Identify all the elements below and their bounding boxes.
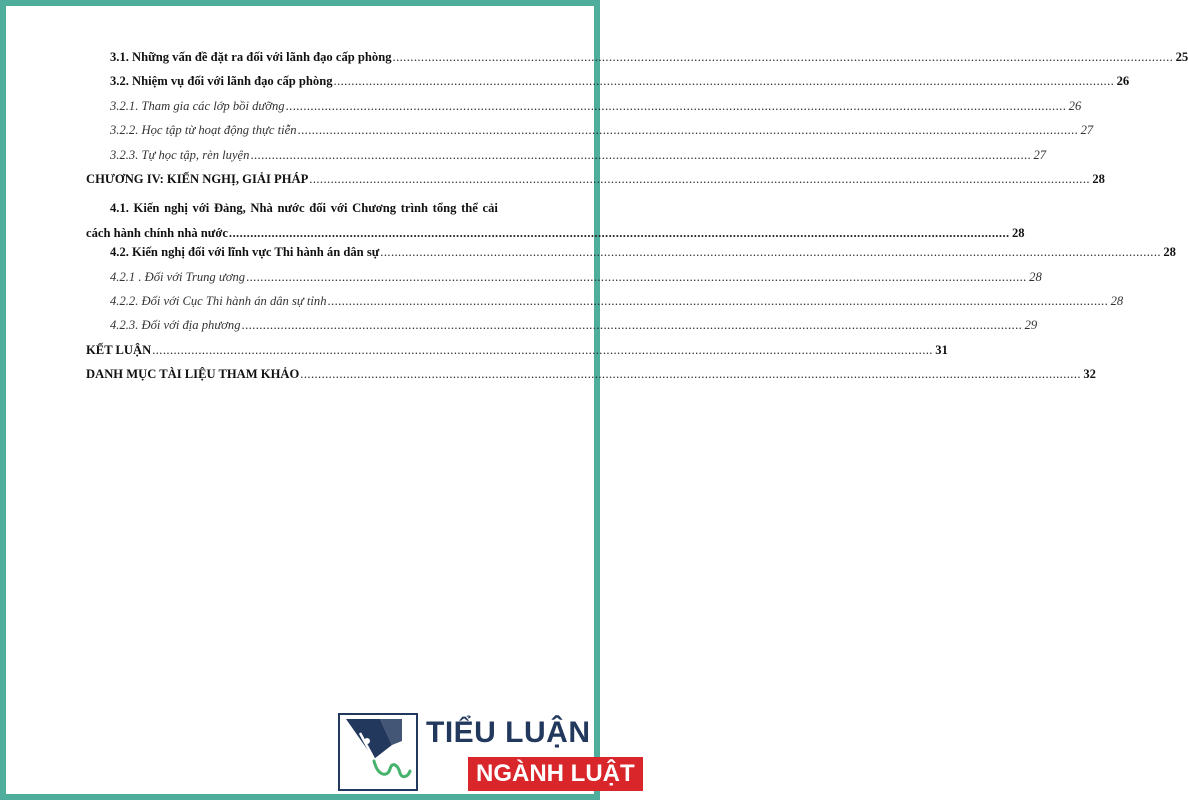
dot-leader	[246, 270, 1027, 285]
toc-page-number: 26	[1068, 98, 1082, 113]
toc-page-number: 26	[1116, 74, 1130, 89]
toc-entry-3-2[interactable]	[86, 74, 1130, 98]
dot-leader	[309, 172, 1090, 187]
toc-entry-4-2-3[interactable]	[86, 318, 1038, 342]
toc-entry-3-2-3[interactable]	[86, 147, 1047, 172]
toc-page-number: 27	[1080, 123, 1094, 138]
toc-entry-title: 4.2.3. Đối với địa phương	[110, 318, 241, 333]
toc-entry-title: cách hành chính nhà nước	[86, 221, 228, 245]
toc-entry-4-2-1[interactable]	[86, 269, 1042, 294]
toc-entry-title: 4.2.1 . Đối với Trung ương	[110, 269, 246, 284]
logo-subtitle: NGÀNH LUẬT	[468, 757, 643, 791]
dot-leader	[298, 123, 1079, 138]
toc-page-number: 27	[1033, 147, 1047, 162]
toc-page-number: 28	[1029, 269, 1042, 284]
dot-leader	[152, 343, 933, 358]
toc-page-number: 28	[1092, 171, 1105, 186]
dot-leader	[229, 221, 1010, 245]
toc-page-number: 28	[1163, 245, 1176, 260]
table-of-contents	[86, 50, 1188, 392]
toc-entry-title: 4.2.2. Đối với Cục Thi hành án dân sự tỉnh	[110, 293, 327, 308]
dot-leader	[250, 148, 1031, 163]
dot-leader	[393, 50, 1174, 65]
dot-leader	[300, 367, 1081, 382]
toc-entry-title: CHƯƠNG IV: KIẾN NGHỊ, GIẢI PHÁP	[86, 171, 309, 186]
toc-entry-title: KẾT LUẬN	[86, 342, 152, 357]
toc-entry-chapter-4[interactable]	[86, 171, 1105, 196]
dot-leader	[328, 294, 1109, 309]
toc-page-number: 28	[1011, 225, 1025, 240]
toc-entry-3-2-2[interactable]	[86, 123, 1094, 147]
toc-entry-title: 3.2.1. Tham gia các lớp bồi dưỡng	[110, 98, 285, 113]
toc-entry-title: 3.2. Nhiệm vụ đối với lãnh đạo cấp phòng	[110, 74, 333, 89]
dot-leader	[334, 74, 1115, 89]
toc-entry-3-1[interactable]	[86, 50, 1188, 74]
dot-leader	[286, 99, 1067, 114]
toc-entry-4-2[interactable]	[86, 245, 1176, 269]
dot-leader	[242, 318, 1023, 333]
toc-entry-conclusion[interactable]	[86, 342, 948, 367]
logo-title: TIỂU LUẬN	[426, 716, 591, 749]
toc-entry-title: 3.2.2. Học tập từ hoạt động thực tiễn	[110, 123, 297, 138]
toc-entry-title: 3.2.3. Tự học tập, rèn luyện	[110, 147, 250, 162]
pen-nib-icon	[338, 713, 418, 791]
dot-leader	[380, 245, 1161, 260]
toc-entry-4-2-2[interactable]	[86, 293, 1124, 318]
toc-page-number: 29	[1024, 318, 1038, 333]
toc-entry-3-2-1[interactable]	[86, 98, 1082, 123]
toc-entry-title: 4.2. Kiến nghị đối với lĩnh vực Thi hành án dân sự	[110, 245, 380, 260]
toc-page-number: 31	[935, 342, 948, 357]
toc-page-number: 32	[1083, 367, 1096, 382]
toc-entry-title-line2	[86, 221, 1025, 245]
toc-entry-references[interactable]	[86, 367, 1096, 391]
site-logo	[338, 713, 635, 801]
toc-page-number: 25	[1175, 50, 1188, 64]
toc-entry-title-line1	[86, 196, 556, 220]
toc-entry-4-1[interactable]	[86, 196, 1025, 245]
toc-entry-title: 4.1. Kiến nghị với Đảng, Nhà nước đối với Chương trình tổng thể cải	[110, 201, 498, 216]
toc-entry-title: 3.1. Những vấn đề đặt ra đối với lãnh đạo cấp phòng	[110, 50, 392, 64]
toc-entry-title: DANH MỤC TÀI LIỆU THAM KHẢO	[86, 367, 300, 382]
toc-page-number: 28	[1110, 293, 1124, 308]
